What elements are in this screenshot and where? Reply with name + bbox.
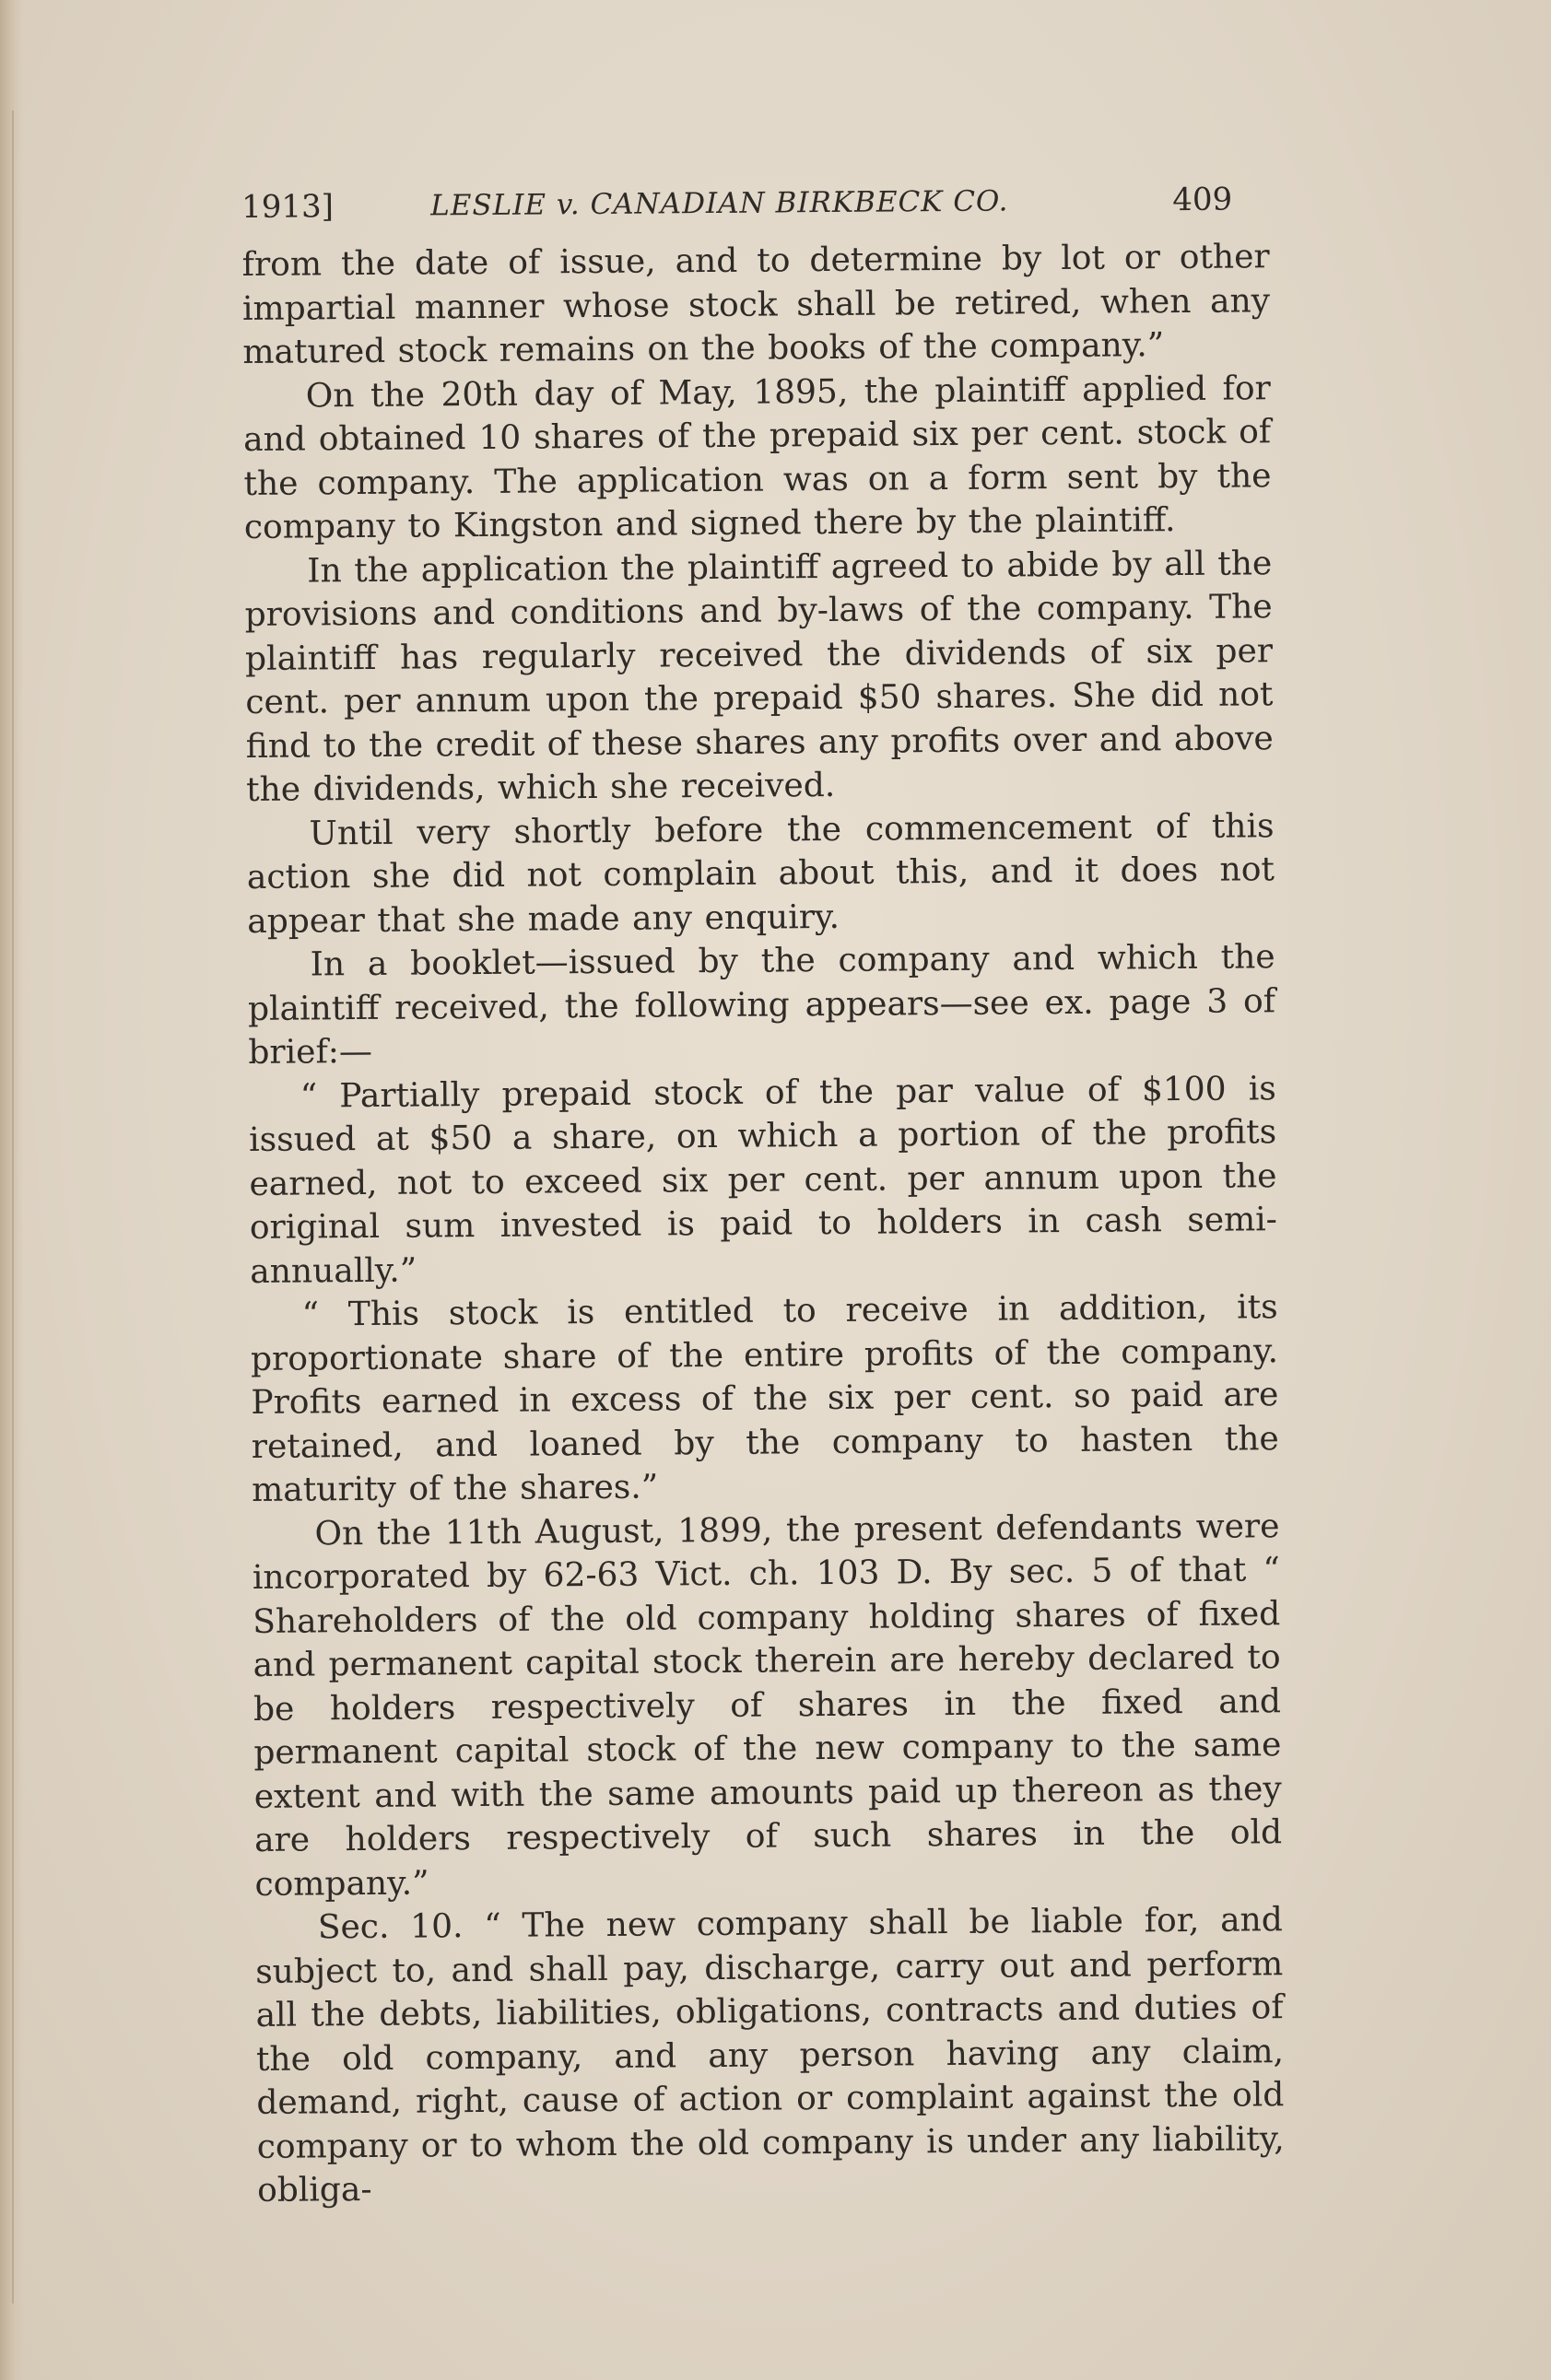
quote-entitled-profits: “ This stock is entitled to receive in addition, its proportionate share of the entire profits of the company. Profits earned in excess of the six per cent. so paid are retained, and loaned by the company to hasten the maturity of the shares.” [250, 1288, 1279, 1509]
paragraph-section-10: Sec. 10. “ The new company shall be liable for, and subject to, and shall pay, discharge, carry out and perform all the debts, liabilities, obligations, contracts and duties of the old company, and any person having any claim, demand, right, cause of action or complaint against the old company or to whom the old company is under any liability, obliga- [255, 1901, 1285, 2210]
running-head-year: 1913] [241, 188, 335, 226]
paragraph-application: On the 20th day of May, 1895, the plaintiff applied for and obtained 10 shares of the prepaid six per cent. stock of the company. The application was on a form sent by the company to Kingston and signed there by the plaintiff. [243, 369, 1272, 546]
binding-crease [12, 111, 14, 2304]
page-number: 409 [1172, 181, 1233, 219]
quote-partially-prepaid: “ Partially prepaid stock of the par value of $100 is issued at $50 a share, on which a portion of the profits earned, not to exceed six per cent. per annum upon the original sum invested is paid to holders in cash semi-annually.” [248, 1069, 1278, 1291]
paragraph-incorporation: On the 11th August, 1899, the present defendants were incorporated by 62-63 Vict. ch. 103 D. By sec. 5 of that “ Shareholders of the old company holding shares of fixed and permanent capital stock therein are hereby declared to be holders respectively of shares in the fixed and permanent capital stock of the new company to the same extent and with the same amounts paid up thereon as they are holders respectively of such shares in the old company.” [252, 1507, 1283, 1904]
running-head-title: LESLIE v. CANADIAN BIRKBECK CO. [430, 184, 1009, 223]
paragraph-no-complaint: Until very shortly before the commencement of this action she did not complain about this, and it does not appear that she made any enquiry. [246, 806, 1275, 941]
paragraph-booklet: In a booklet—issued by the company and which the plaintiff received, the following appears—see ex. page 3 of brief:— [247, 938, 1276, 1072]
running-head [241, 176, 1269, 230]
paragraph-continuation: from the date of issue, and to determine by lot or other impartial manner whose stock shall be retired, when any matured stock remains on the books of the company.” [241, 238, 1271, 371]
paragraph-bylaws: In the application the plaintiff agreed to abide by all the provisions and conditions and by-laws of the company. The plaintiff has regularly received the dividends of six per cent. per annum upon the prepaid $50 shares. She did not find to the credit of these shares any profits over and above the dividends, which she received. [244, 544, 1274, 809]
page-text-block [241, 176, 1285, 2212]
